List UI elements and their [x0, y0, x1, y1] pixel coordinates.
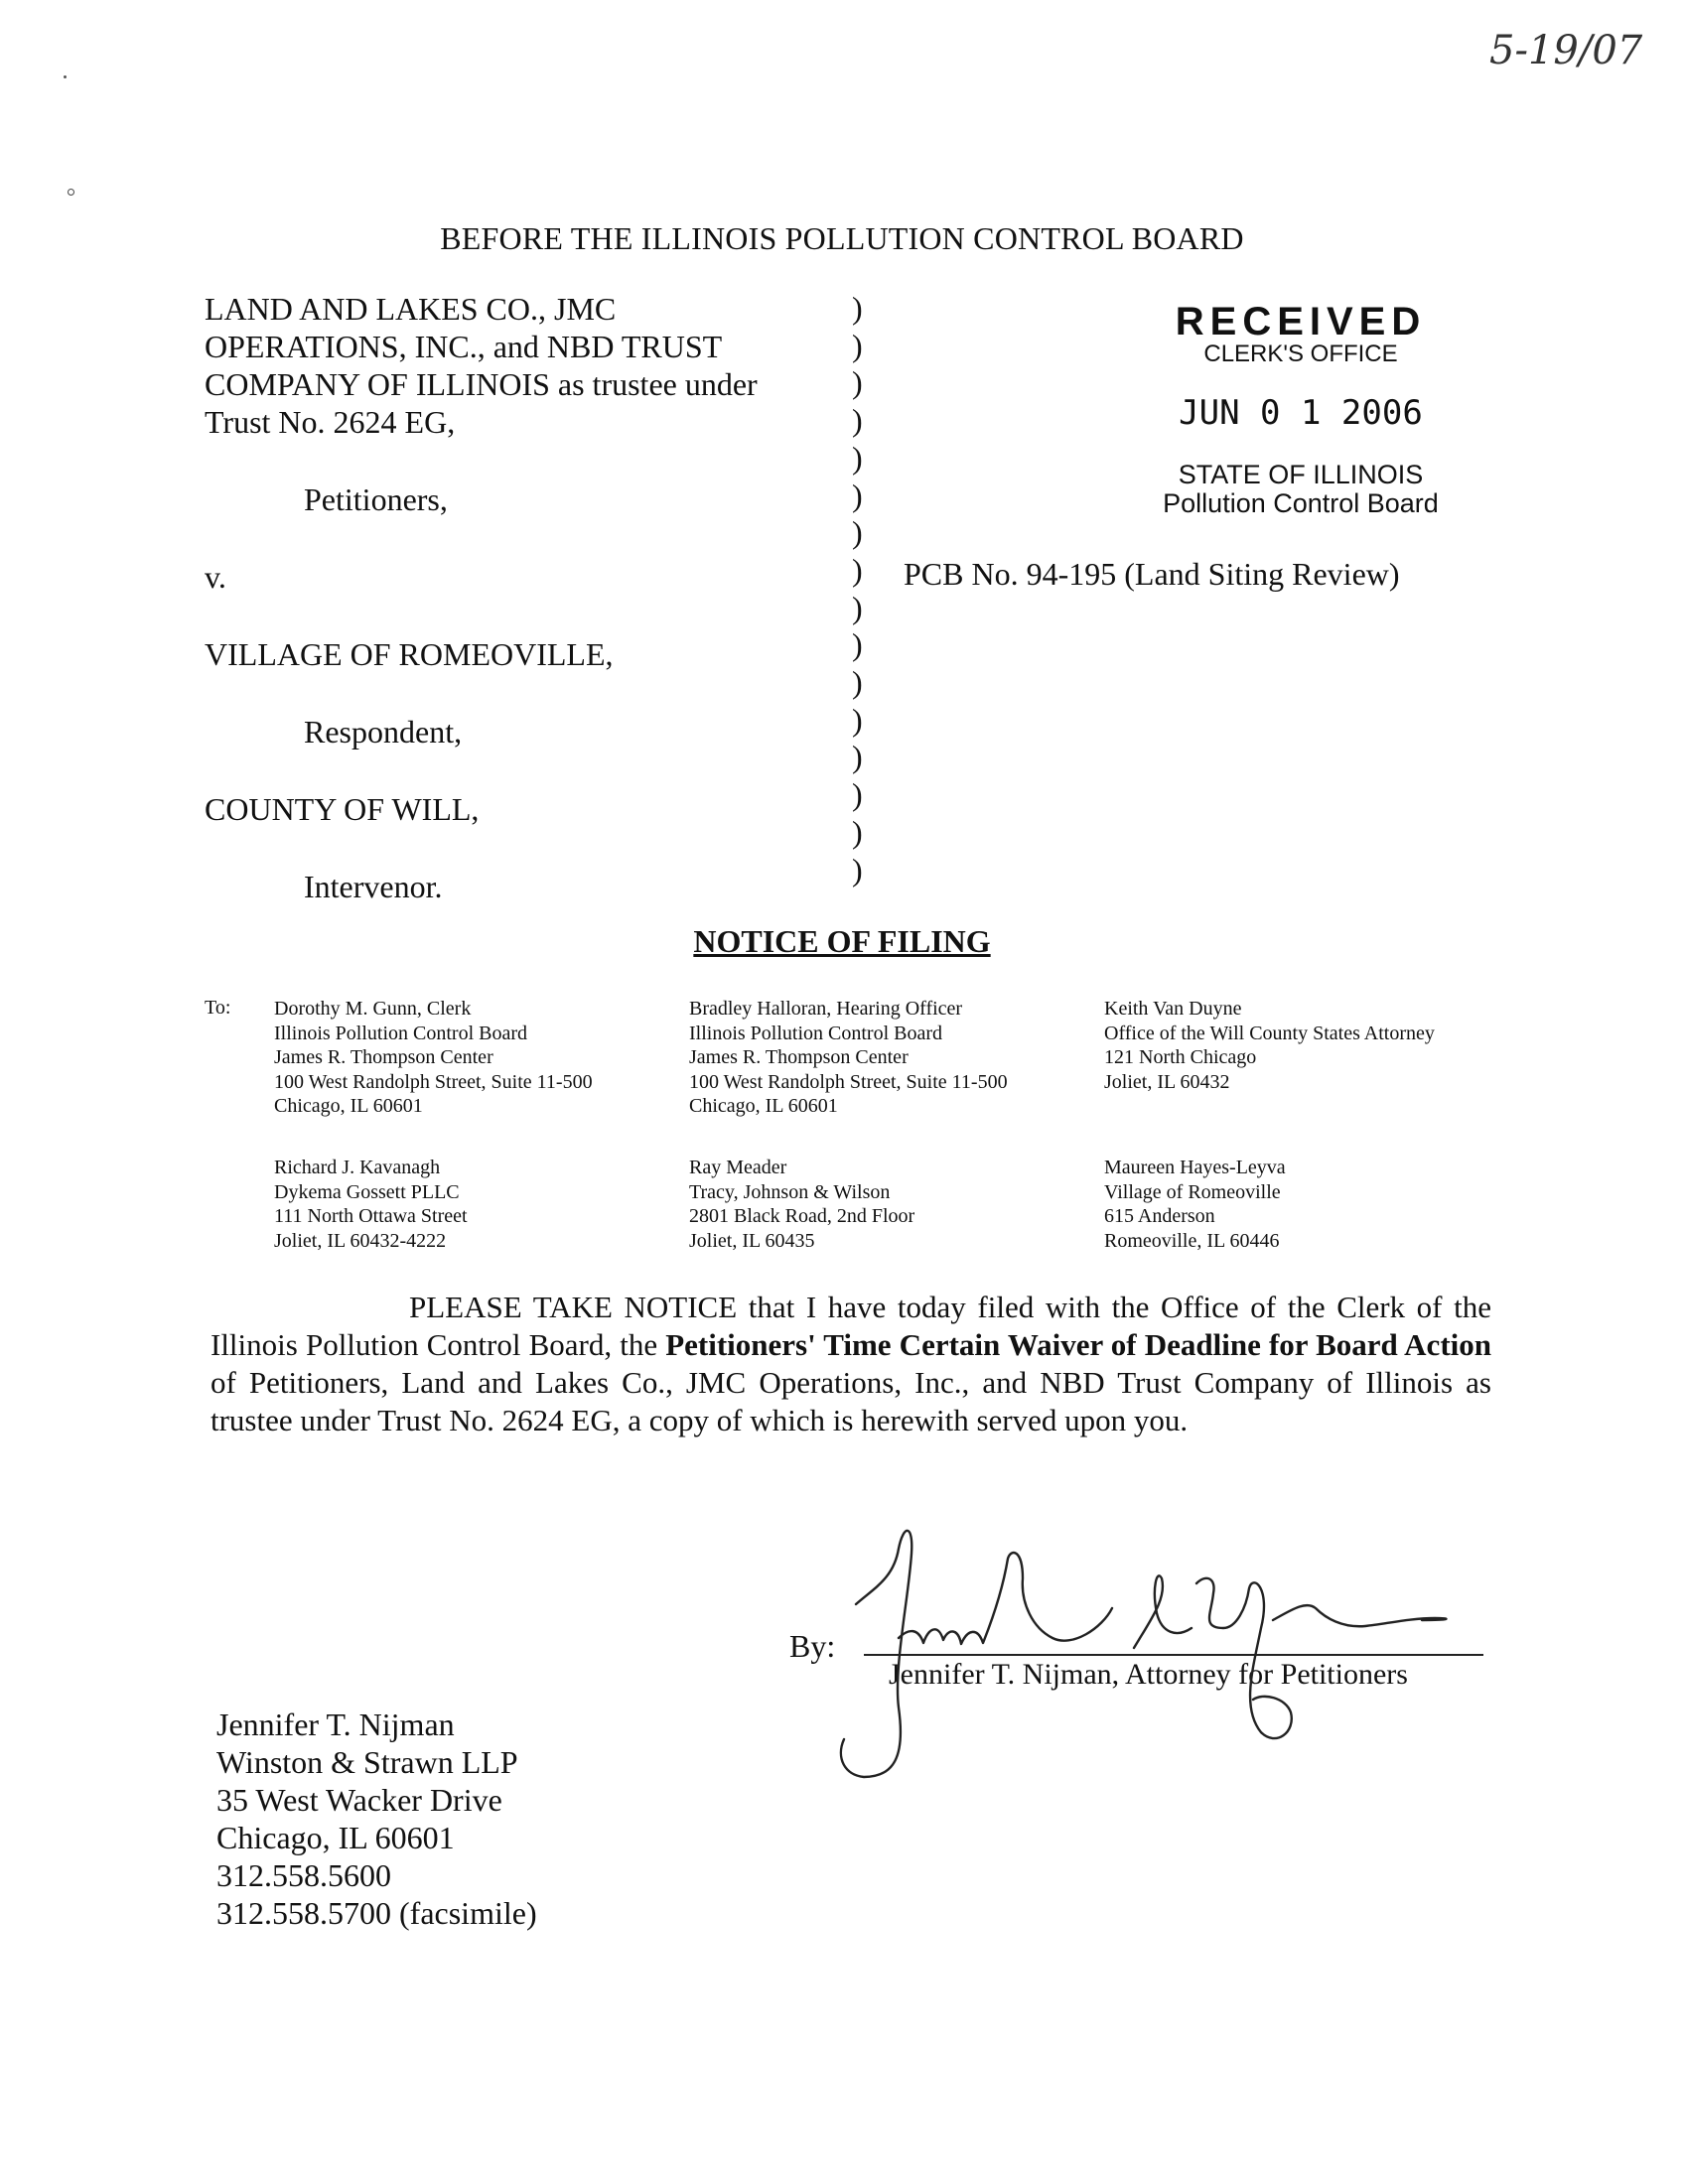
- service-line: Tracy, Johnson & Wilson: [689, 1180, 891, 1203]
- service-line: Village of Romeoville: [1104, 1180, 1281, 1203]
- service-line: Bradley Halloran, Hearing Officer: [689, 998, 963, 1020]
- service-line: 2801 Black Road, 2nd Floor: [689, 1205, 915, 1227]
- petitioners-line-3: COMPANY OF ILLINOIS as trustee under: [205, 366, 758, 402]
- versus: v.: [205, 559, 226, 595]
- handwritten-date-note: 5-19/07: [1489, 28, 1643, 73]
- service-line: 100 West Randolph Street, Suite 11-500: [274, 1070, 593, 1093]
- by-label: By:: [789, 1628, 836, 1664]
- notice-body-document-title: Petitioners' Time Certain Waiver of Deadline for Board Action: [665, 1327, 1491, 1362]
- case-number: PCB No. 94-195 (Land Siting Review): [904, 556, 1400, 592]
- paren: ): [852, 327, 863, 363]
- stamp-board: Pollution Control Board: [1163, 488, 1439, 518]
- paren: ): [852, 364, 863, 401]
- service-line: Joliet, IL 60435: [689, 1229, 815, 1252]
- service-line: Illinois Pollution Control Board: [274, 1022, 528, 1044]
- firm-line: 312.558.5600: [216, 1857, 391, 1893]
- service-line: Illinois Pollution Control Board: [689, 1022, 943, 1044]
- paren: ): [852, 664, 863, 701]
- petitioners-line-4: Trust No. 2624 EG,: [205, 404, 456, 440]
- paren: ): [852, 776, 863, 813]
- firm-line: 312.558.5700 (facsimile): [216, 1895, 537, 1931]
- respondent-name: VILLAGE OF ROMEOVILLE,: [205, 636, 614, 672]
- stamp-received: RECEIVED: [1175, 300, 1427, 343]
- to-label: To:: [205, 997, 231, 1019]
- service-line: 615 Anderson: [1104, 1205, 1215, 1227]
- respondent-role: Respondent,: [304, 714, 463, 750]
- signature-caption: Jennifer T. Nijman, Attorney for Petitioners: [889, 1658, 1408, 1691]
- notice-body-part1: PLEASE TAKE NOTICE that I have today filed with the Office of the Clerk of the Illinois Pollution Control Board, the: [210, 1290, 1491, 1362]
- paren: ): [852, 626, 863, 663]
- paren: ): [852, 701, 863, 738]
- service-line: Joliet, IL 60432-4222: [274, 1229, 447, 1252]
- service-line: Romeoville, IL 60446: [1104, 1229, 1280, 1252]
- intervenor-role: Intervenor.: [304, 869, 443, 904]
- service-line: Dykema Gossett PLLC: [274, 1180, 460, 1203]
- paren: ): [852, 589, 863, 625]
- service-line: Joliet, IL 60432: [1104, 1070, 1230, 1093]
- firm-line: Winston & Strawn LLP: [216, 1744, 518, 1780]
- service-line: Dorothy M. Gunn, Clerk: [274, 998, 472, 1020]
- notice-title: NOTICE OF FILING: [693, 923, 991, 959]
- paren: ): [852, 439, 863, 476]
- service-line: Chicago, IL 60601: [689, 1095, 838, 1117]
- paren: ): [852, 813, 863, 850]
- petitioners-role: Petitioners,: [304, 481, 448, 517]
- paren: ): [852, 851, 863, 887]
- petitioners-line-1: LAND AND LAKES CO., JMC: [205, 291, 617, 327]
- petitioners-line-2: OPERATIONS, INC., and NBD TRUST: [205, 329, 723, 364]
- service-line: 121 North Chicago: [1104, 1046, 1257, 1068]
- firm-line: Chicago, IL 60601: [216, 1820, 455, 1855]
- service-line: Ray Meader: [689, 1157, 787, 1178]
- stamp-office: CLERK'S OFFICE: [1203, 341, 1398, 367]
- firm-line: 35 West Wacker Drive: [216, 1782, 502, 1818]
- paren: ): [852, 477, 863, 513]
- firm-address-block: [216, 1706, 537, 1932]
- service-line: Keith Van Duyne: [1104, 998, 1242, 1020]
- service-line: 100 West Randolph Street, Suite 11-500: [689, 1070, 1008, 1093]
- paren: ): [852, 514, 863, 551]
- service-line: James R. Thompson Center: [689, 1046, 909, 1068]
- document-heading: BEFORE THE ILLINOIS POLLUTION CONTROL BOARD: [440, 220, 1244, 256]
- paren: ): [852, 739, 863, 775]
- paren: ): [852, 551, 863, 588]
- service-line: Richard J. Kavanagh: [274, 1157, 441, 1178]
- notice-body-part2: of Petitioners, Land and Lakes Co., JMC Operations, Inc., and NBD Trust Company of Illinois as trustee under Trust No. 2624 EG, a copy of which is herewith served upon you.: [210, 1365, 1491, 1437]
- service-line: Office of the Will County States Attorney: [1104, 1022, 1435, 1044]
- intervenor-name: COUNTY OF WILL,: [205, 791, 480, 827]
- stamp-state: STATE OF ILLINOIS: [1178, 460, 1424, 489]
- firm-line: Jennifer T. Nijman: [216, 1706, 455, 1742]
- service-line: 111 North Ottawa Street: [274, 1205, 468, 1227]
- paren: ): [852, 290, 863, 326]
- stamp-date: JUN 0 1 2006: [1179, 393, 1423, 433]
- paren: ): [852, 402, 863, 439]
- service-line: Maureen Hayes-Leyva: [1104, 1157, 1286, 1178]
- service-line: Chicago, IL 60601: [274, 1095, 423, 1117]
- service-line: James R. Thompson Center: [274, 1046, 493, 1068]
